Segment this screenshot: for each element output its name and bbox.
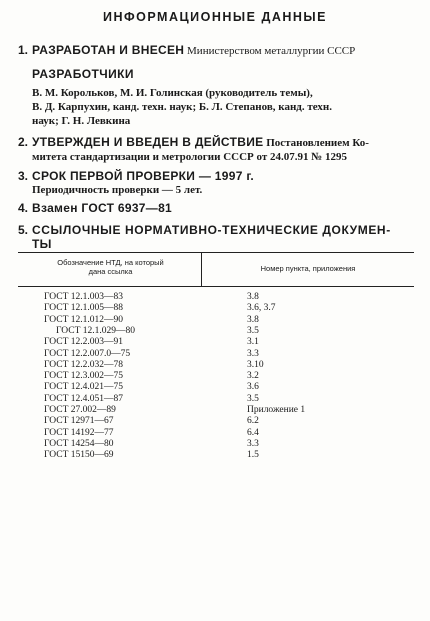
cell-clause: 3.5 [247,325,259,336]
cell-clause: 3.8 [247,314,259,325]
cell-document: ГОСТ 15150—69 [44,450,114,461]
table-top-rule [18,252,414,253]
section-number: 2. [18,135,29,149]
cell-clause: 3.3 [247,348,259,359]
section-2 [18,135,418,164]
cell-clause: 3.5 [247,393,259,404]
cell-document: ГОСТ 12.1.003—83 [44,292,123,302]
table-row [18,394,414,405]
cell-document: ГОСТ 12.1.012—90 [44,314,123,325]
section-number: 5. [18,223,29,237]
table-row [18,326,414,337]
cell-document: ГОСТ 12.2.003—91 [44,337,123,348]
table-row [18,416,414,427]
cell-document: ГОСТ 14254—80 [44,438,114,449]
developers-list [32,86,388,128]
table-row [18,405,414,416]
cell-document: ГОСТ 12.2.032—78 [44,359,123,370]
page-title: ИНФОРМАЦИОННЫЕ ДАННЫЕ [102,10,328,24]
table-header-clause: Номер пункта, приложения [260,264,356,273]
table-row [18,450,414,461]
table-row [18,315,414,326]
cell-clause: 1.5 [247,450,259,461]
developers-line: В. Д. Карпухин, канд. техн. наук; Б. Л. Степанов, канд. техн. [32,101,332,113]
table-row [18,371,414,382]
section-3 [18,169,418,197]
developers-line: наук; Г. Н. Левкина [32,115,131,127]
section-5 [18,223,418,251]
section-text: Постановлением Ко- [266,137,369,149]
cell-document: ГОСТ 12.1.029—80 [56,325,135,336]
cell-document: ГОСТ 12.1.005—88 [44,303,123,314]
developers-heading: РАЗРАБОТЧИКИ [32,67,134,81]
table-row [18,428,414,439]
section-heading: УТВЕРЖДЕН И ВВЕДЕН В ДЕЙСТВИЕ [32,135,264,149]
cell-clause: 6.4 [247,427,259,438]
section-heading: СРОК ПЕРВОЙ ПРОВЕРКИ — 1997 г. [32,169,255,183]
table-row [18,439,414,450]
cell-document: ГОСТ 12.4.051—87 [44,393,123,404]
cell-clause: 3.1 [247,337,259,348]
table-column-divider [201,252,202,286]
table-row [18,349,414,360]
cell-clause: 3.2 [247,371,259,382]
section-text: Министерством металлургии СССР [187,45,356,57]
table-row [18,337,414,348]
section-text: Периодичность проверки — 5 лет. [32,184,203,196]
cell-clause: 3.10 [247,359,264,370]
table-row [18,303,414,314]
cell-clause: 3.6 [247,382,259,393]
section-number: 4. [18,201,29,215]
table-header-rule [18,286,414,287]
cell-clause: 3.3 [247,438,259,449]
table-row [18,292,414,303]
section-text: Взамен ГОСТ 6937—81 [32,201,173,215]
header-text: Обозначение НТД, на который [57,258,164,267]
cell-document: ГОСТ 14192—77 [44,427,114,438]
section-number: 1. [18,43,29,57]
developers-line: В. М. Корольков, М. И. Голинская (руководитель темы), [32,87,313,99]
cell-document: ГОСТ 12971—67 [44,416,114,427]
section-text: митета стандартизации и метрологии СССР от 24.07.91 № 1295 [32,151,348,163]
section-4 [18,201,418,215]
table-row [18,360,414,371]
table-row [18,382,414,393]
cell-document: ГОСТ 12.3.002—75 [44,371,123,382]
section-heading: ТЫ [32,237,52,251]
cell-document: ГОСТ 27.002—89 [44,405,116,415]
cell-clause: 3.8 [247,292,259,302]
header-text: дана ссылка [88,267,133,276]
section-1 [18,43,418,58]
cell-clause: 6.2 [247,416,259,427]
table-header-designation [28,258,193,276]
cell-clause: Приложение 1 [247,405,306,415]
section-heading: РАЗРАБОТАН И ВНЕСЕН [32,43,185,57]
cell-clause: 3.6, 3.7 [247,303,276,314]
section-number: 3. [18,169,29,183]
cell-document: ГОСТ 12.2.007.0—75 [44,348,131,359]
section-heading: ССЫЛОЧНЫЕ НОРМАТИВНО-ТЕХНИЧЕСКИЕ ДОКУМЕН- [32,223,391,237]
cell-document: ГОСТ 12.4.021—75 [44,382,123,393]
